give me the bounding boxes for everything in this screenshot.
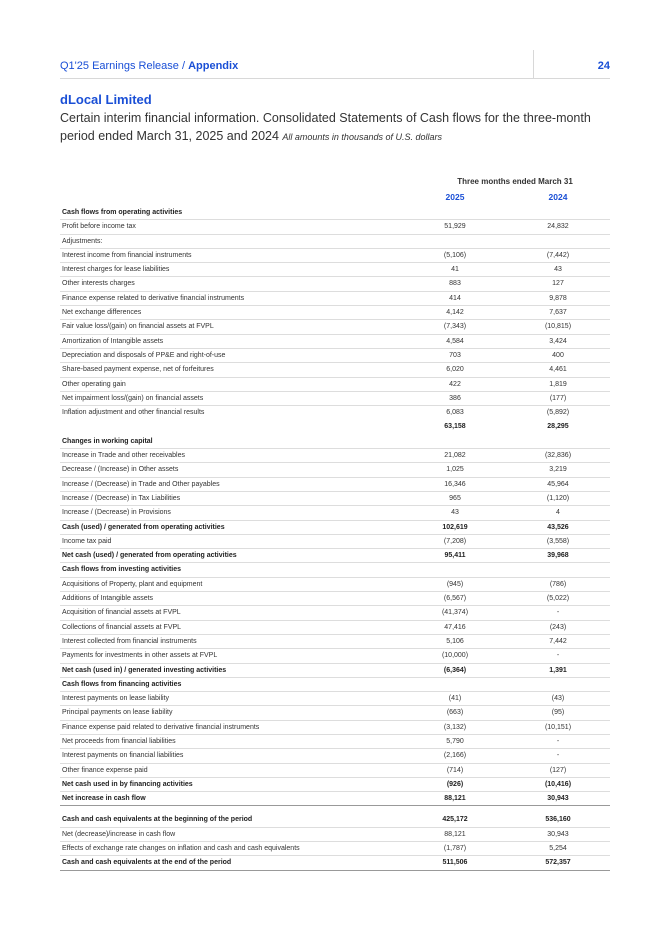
table-row (60, 220, 610, 234)
total-row (60, 549, 610, 563)
value-2025: 47,416 (444, 623, 466, 631)
value-2024: (243) (549, 623, 567, 631)
value-2024: (10,416) (544, 780, 572, 788)
row-label: Increase in Trade and other receivables (62, 452, 185, 460)
value-2024: 3,219 (549, 466, 567, 474)
company-name: dLocal Limited (60, 92, 152, 107)
row-label: Principal payments on lease liability (62, 709, 173, 717)
value-2024: 30,943 (547, 830, 569, 838)
cash-flow-table (60, 206, 610, 871)
value-2024: 43,526 (547, 523, 569, 531)
value-2024: 4,461 (549, 366, 567, 374)
value-2024: (10,815) (544, 323, 572, 331)
row-label: Changes in working capital (62, 437, 153, 445)
value-2025: 965 (449, 494, 461, 502)
section-header-operating (60, 206, 610, 220)
table-row (60, 649, 610, 663)
table-row (60, 235, 610, 249)
year-prior-header: 2024 (548, 192, 568, 202)
row-label: Net increase in cash flow (62, 795, 146, 803)
value-2024: 5,254 (549, 845, 567, 853)
table-row (60, 535, 610, 549)
value-2025: 16,346 (444, 480, 466, 488)
value-2025: (1,787) (443, 845, 467, 853)
row-label: Effects of exchange rate changes on inflation and cash and cash equivalents (62, 845, 300, 853)
row-label: Other operating gain (62, 380, 126, 388)
breadcrumb (60, 60, 238, 72)
table-row (60, 635, 610, 649)
row-label: Decrease / (Increase) in Other assets (62, 466, 179, 474)
row-label: Acquisition of financial assets at FVPL (62, 609, 181, 617)
row-label: Net cash (used in) / generated investing activities (62, 666, 227, 674)
value-2025: 414 (449, 294, 461, 302)
value-2025: (945) (446, 580, 464, 588)
table-row (60, 335, 610, 349)
value-2024: (5,892) (546, 409, 570, 417)
row-label: Inflation adjustment and other financial results (62, 409, 205, 417)
row-label: Profit before income tax (62, 223, 136, 231)
table-row (60, 842, 610, 856)
value-2025: (5,106) (443, 251, 467, 259)
row-label: Cash flows from financing activities (62, 680, 182, 688)
table-row (60, 828, 610, 842)
value-2025: 41 (451, 266, 459, 274)
table-row (60, 592, 610, 606)
value-2025: 88,121 (444, 795, 466, 803)
row-label: Adjustments: (62, 237, 103, 245)
table-row (60, 392, 610, 406)
row-label: Finance expense related to derivative financial instruments (62, 294, 245, 302)
value-2024: (1,120) (546, 494, 570, 502)
year-current-header: 2025 (445, 192, 465, 202)
table-row (60, 463, 610, 477)
value-2024: (3,558) (546, 537, 570, 545)
value-2025: (663) (446, 709, 464, 717)
header-divider (533, 50, 534, 78)
value-2025: 6,083 (446, 409, 464, 417)
row-label: Interest charges for lease liabilities (62, 266, 170, 274)
value-2024: 45,964 (547, 480, 569, 488)
value-2025: (6,567) (443, 595, 467, 603)
value-2024: 24,832 (547, 223, 569, 231)
value-2025: 95,411 (444, 552, 466, 560)
value-2025: (41,374) (441, 609, 469, 617)
page-header (60, 56, 610, 79)
value-2025: 88,121 (444, 830, 466, 838)
period-header: Three months ended March 31 (457, 177, 573, 186)
row-label: Interest collected from financial instruments (62, 637, 197, 645)
value-2025: (3,132) (443, 723, 467, 731)
row-label: Finance expense paid related to derivative financial instruments (62, 723, 260, 731)
table-row (60, 320, 610, 334)
table-row (60, 277, 610, 291)
table-row (60, 263, 610, 277)
value-2024: (32,836) (544, 452, 572, 460)
value-2024: 400 (552, 351, 564, 359)
value-2024: (177) (549, 394, 567, 402)
value-2024: 28,295 (547, 423, 569, 431)
value-2025: 51,929 (444, 223, 466, 231)
value-2024: 9,878 (549, 294, 567, 302)
row-label: Cash and cash equivalents at the end of the period (62, 859, 232, 867)
row-label: Net (decrease)/increase in cash flow (62, 830, 176, 838)
row-label: Increase / (Decrease) in Tax Liabilities (62, 494, 181, 502)
row-label: Collections of financial assets at FVPL (62, 623, 182, 631)
page-number: 24 (597, 60, 610, 72)
value-2024: 1,391 (549, 666, 567, 674)
value-2024: (7,442) (546, 251, 570, 259)
row-label: Acquisitions of Property, plant and equipment (62, 580, 203, 588)
row-label: Depreciation and disposals of PP&E and right-of-use (62, 351, 226, 359)
value-2024: (95) (551, 709, 565, 717)
subtotal-row (60, 521, 610, 535)
table-row (60, 349, 610, 363)
table-row (60, 578, 610, 592)
row-label: Income tax paid (62, 537, 112, 545)
section-header-working-capital (60, 435, 610, 449)
row-label: Additions of Intangible assets (62, 595, 154, 603)
table-row (60, 621, 610, 635)
row-label: Share-based payment expense, net of forfeitures (62, 366, 214, 374)
value-2025: 5,790 (446, 737, 464, 745)
row-label: Other interests charges (62, 280, 135, 288)
total-row (60, 813, 610, 827)
value-2025: 883 (449, 280, 461, 288)
table-row (60, 692, 610, 706)
value-2024: 43 (554, 266, 562, 274)
total-row (60, 792, 610, 806)
total-row (60, 778, 610, 792)
value-2025: 1,025 (446, 466, 464, 474)
value-2024: - (556, 652, 560, 660)
table-row (60, 306, 610, 320)
table-row (60, 249, 610, 263)
value-2024: 3,424 (549, 337, 567, 345)
value-2025: 5,106 (446, 637, 464, 645)
value-2025: 21,082 (444, 452, 466, 460)
breadcrumb-release: Q1'25 Earnings Release / (60, 60, 186, 72)
table-row (60, 406, 610, 420)
value-2025: (714) (446, 766, 464, 774)
row-label: Net proceeds from financial liabilities (62, 737, 176, 745)
value-2025: 422 (449, 380, 461, 388)
value-2025: 43 (451, 509, 459, 517)
value-2025: (926) (446, 780, 464, 788)
table-row (60, 378, 610, 392)
spacer (60, 806, 610, 813)
row-label: Interest payments on financial liabilities (62, 752, 184, 760)
table-row (60, 478, 610, 492)
total-row (60, 664, 610, 678)
value-2025: (6,364) (443, 666, 467, 674)
value-2024: 536,160 (545, 816, 571, 824)
table-row (60, 706, 610, 720)
value-2024: 127 (552, 280, 564, 288)
value-2024: 39,968 (547, 552, 569, 560)
value-2024: 572,357 (545, 859, 571, 867)
value-2024: 4 (556, 509, 560, 517)
breadcrumb-section: Appendix (188, 60, 239, 72)
value-2024: (786) (549, 580, 567, 588)
row-label: Cash and cash equivalents at the beginning of the period (62, 816, 253, 824)
row-label: Payments for investments in other assets at FVPL (62, 652, 218, 660)
value-2025: 63,158 (444, 423, 466, 431)
subtotal-row (60, 420, 610, 434)
value-2025: 6,020 (446, 366, 464, 374)
value-2025: 511,506 (442, 859, 468, 867)
value-2024: 7,442 (549, 637, 567, 645)
row-label: Increase / (Decrease) in Provisions (62, 509, 171, 517)
value-2024: - (556, 737, 560, 745)
intro-description: Certain interim financial information. Consolidated Statements of Cash flows for the three-month period ended March 31, 2025 and 2024 (60, 111, 591, 143)
row-label: Other finance expense paid (62, 766, 148, 774)
table-row (60, 749, 610, 763)
row-label: Net exchange differences (62, 309, 142, 317)
table-row (60, 764, 610, 778)
intro-text (60, 109, 610, 146)
value-2024: 7,637 (549, 309, 567, 317)
value-2024: (127) (549, 766, 567, 774)
value-2025: 4,142 (446, 309, 464, 317)
row-label: Cash flows from investing activities (62, 566, 182, 574)
value-2024: (10,151) (544, 723, 572, 731)
section-header-financing (60, 678, 610, 692)
table-row (60, 292, 610, 306)
value-2025: (41) (448, 695, 462, 703)
value-2025: (7,343) (443, 323, 467, 331)
value-2024: (5,022) (546, 595, 570, 603)
table-row (60, 363, 610, 377)
value-2024: (43) (551, 695, 565, 703)
row-label: Interest income from financial instruments (62, 251, 192, 259)
value-2024: 1,819 (549, 380, 567, 388)
value-2025: 102,619 (442, 523, 468, 531)
row-label: Net cash (used) / generated from operating activities (62, 552, 237, 560)
row-label: Amortization of Intangible assets (62, 337, 164, 345)
value-2025: (7,208) (443, 537, 467, 545)
table-row (60, 492, 610, 506)
row-label: Cash (used) / generated from operating activities (62, 523, 225, 531)
value-2025: 425,172 (442, 816, 468, 824)
intro-note: All amounts in thousands of U.S. dollars (282, 132, 442, 142)
section-header-investing (60, 563, 610, 577)
value-2025: (10,000) (441, 652, 469, 660)
total-row (60, 856, 610, 870)
value-2024: - (556, 752, 560, 760)
value-2025: 386 (449, 394, 461, 402)
table-row (60, 721, 610, 735)
table-row (60, 506, 610, 520)
value-2025: 4,584 (446, 337, 464, 345)
row-label: Increase / (Decrease) in Trade and Other payables (62, 480, 220, 488)
value-2025: 703 (449, 351, 461, 359)
table-row (60, 735, 610, 749)
row-label: Interest payments on lease liability (62, 695, 169, 703)
row-label: Net impairment loss/(gain) on financial assets (62, 394, 204, 402)
value-2025: (2,166) (443, 752, 467, 760)
value-2024: 30,943 (547, 795, 569, 803)
row-label: Fair value loss/(gain) on financial assets at FVPL (62, 323, 214, 331)
table-row (60, 449, 610, 463)
row-label: Net cash used in by financing activities (62, 780, 193, 788)
row-label: Cash flows from operating activities (62, 209, 183, 216)
value-2024: - (556, 609, 560, 617)
table-row (60, 606, 610, 620)
